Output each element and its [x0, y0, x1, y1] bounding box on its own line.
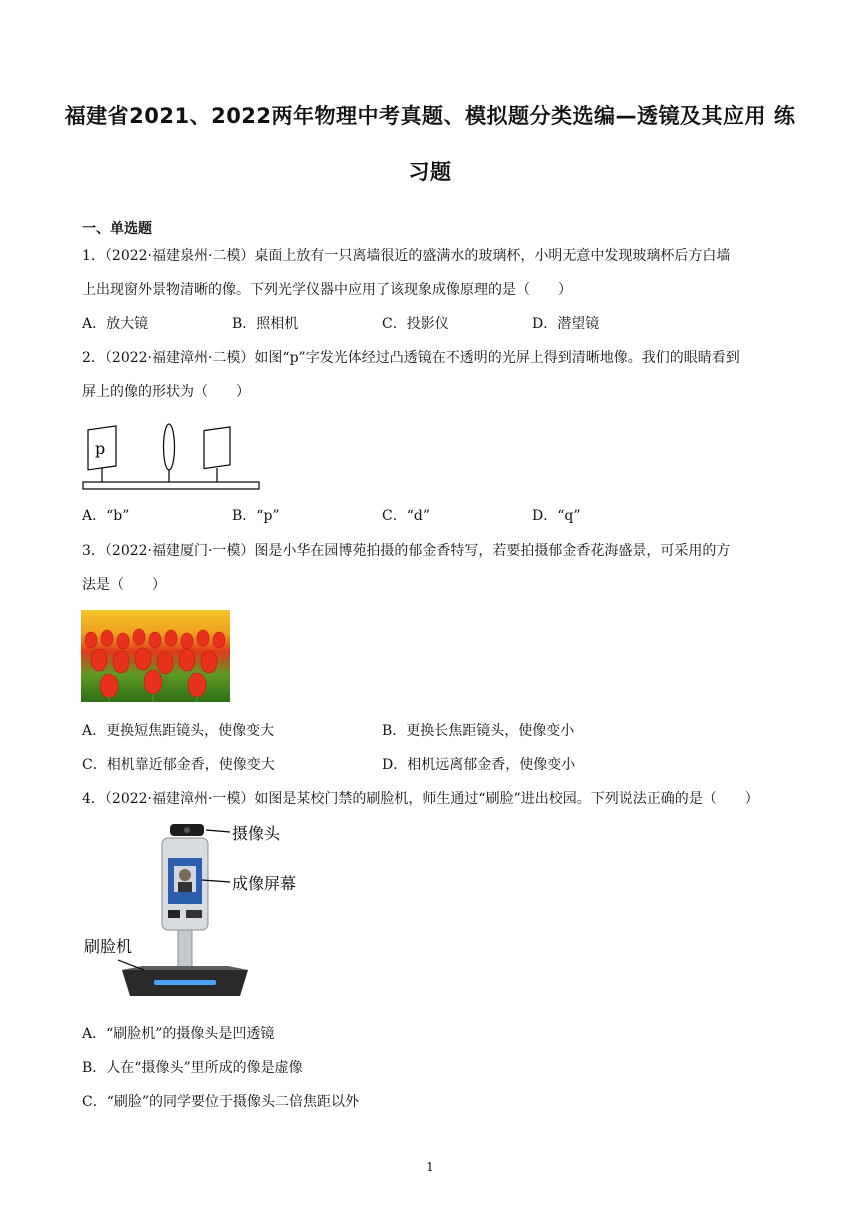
q3-option-b: B．更换长焦距镜头，使像变小 [382, 723, 575, 739]
q1-line-1: 1．（2022·福建泉州·二模）桌面上放有一只离墙很近的盛满水的玻璃杯，小明无意中发现玻璃杯后方白墙 [82, 248, 731, 264]
q3-line-2: 法是（ ） [82, 577, 166, 593]
q2-line-2: 屏上的像的形状为（ ） [82, 384, 250, 400]
q2-option-d: D．“q” [532, 508, 581, 524]
title-line-1: 福建省2021、2022两年物理中考真题、模拟题分类选编—透镜及其应用 练 [64, 104, 796, 128]
q2-option-c: C．“d” [382, 508, 430, 524]
camera-label: 摄像头 [232, 824, 281, 843]
q4-option-a: A．“刷脸机”的摄像头是凹透镜 [82, 1026, 275, 1042]
q4-option-c: C．“刷脸”的同学要位于摄像头二倍焦距以外 [82, 1094, 360, 1110]
q1-option-b: B．照相机 [232, 316, 299, 332]
q3-option-a: A．更换短焦距镜头，使像变大 [82, 723, 275, 739]
screen-label: 成像屏幕 [232, 874, 297, 893]
q4-option-b: B．人在“摄像头”里所成的像是虚像 [82, 1060, 303, 1076]
light-screen [204, 427, 230, 469]
object-letter: p [95, 439, 106, 458]
q2-option-b: B．“p” [232, 508, 280, 524]
q1-option-d: D．潜望镜 [532, 316, 600, 332]
stand-pole [178, 930, 192, 968]
lens-setup-figure [80, 418, 264, 494]
led-strip [154, 980, 216, 985]
section-heading: 一、单选题 [82, 221, 152, 237]
q1-option-c: C．投影仪 [382, 316, 449, 332]
page-number: 1 [426, 1160, 434, 1174]
convex-lens-icon [164, 424, 175, 470]
q1-line-2: 上出现窗外景物清晰的像。下列光学仪器中应用了该现象成像原理的是（ ） [82, 282, 572, 298]
title-line-2: 习题 [408, 160, 452, 184]
q2-option-a: A．“b” [82, 508, 130, 524]
device-label: 刷脸机 [84, 937, 133, 956]
q1-option-a: A．放大镜 [82, 316, 149, 332]
document-title [60, 88, 800, 200]
q3-line-1: 3．（2022·福建厦门·一模）图是小华在园博苑拍摄的郁金香特写，若要拍摄郁金香花海盛景，可采用的方 [82, 543, 731, 559]
q2-line-1: 2．（2022·福建漳州·二模）如图“p”字发光体经过凸透镜在不透明的光屏上得到清晰地像。我们的眼睛看到 [82, 350, 740, 366]
q3-option-d: D．相机远离郁金香，使像变小 [382, 757, 576, 773]
optical-bench [83, 482, 259, 489]
face-scanner-figure [82, 820, 332, 1006]
q4-line-1: 4．（2022·福建漳州·一模）如图是某校门禁的刷脸机，师生通过“刷脸”进出校园。下列说法正确的是（ ） [82, 791, 759, 807]
q3-option-c: C．相机靠近郁金香，使像变大 [82, 757, 275, 773]
tulip-photo [81, 610, 230, 702]
